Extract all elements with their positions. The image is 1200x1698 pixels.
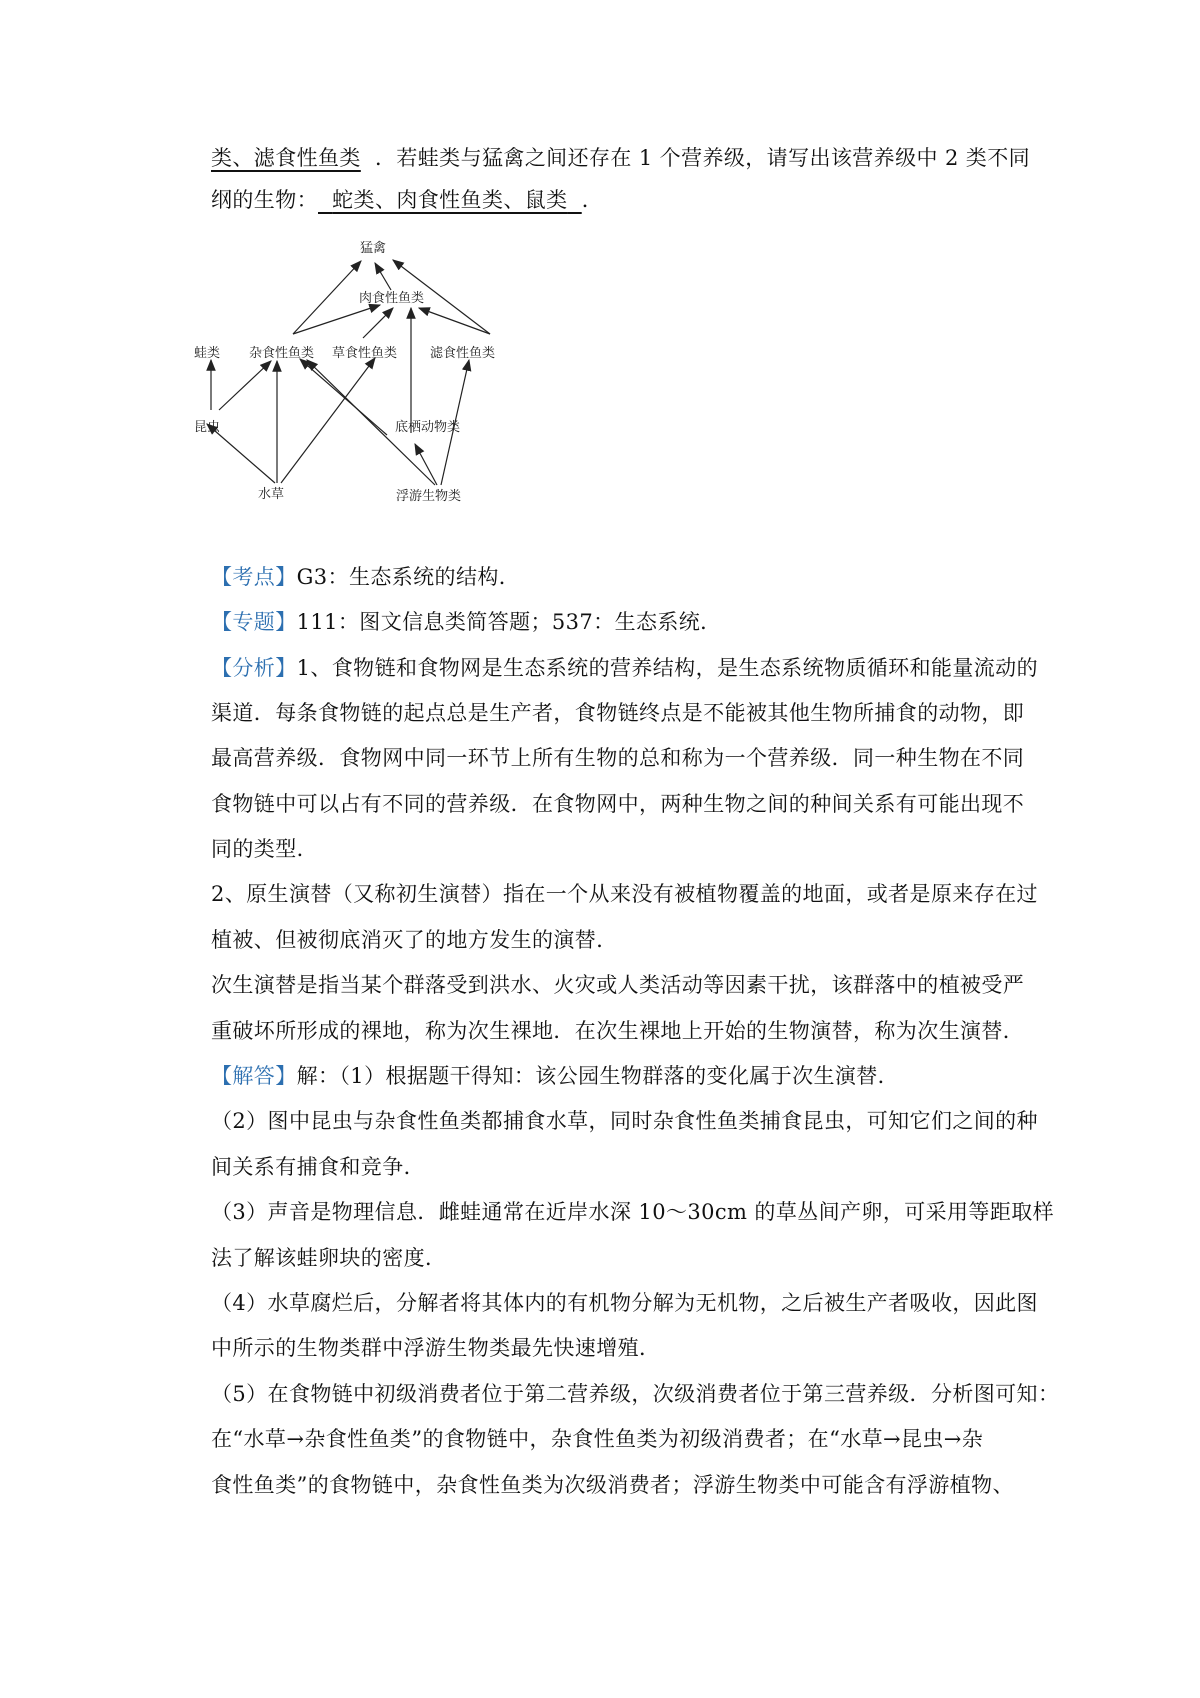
jieda-line: 中所示的生物类群中浮游生物类最先快速增殖．: [211, 1336, 661, 1360]
jieda-line: 法了解该蛙卵块的密度．: [211, 1246, 447, 1270]
jieda-line: 间关系有捕食和竞争．: [211, 1155, 425, 1179]
food-web-diagram: [194, 241, 565, 548]
arrow-herbivorous-to-carnivorous: [363, 308, 393, 338]
answer-line-2-lead: 纲的生物：: [211, 188, 318, 212]
answer-blank-1: 类、滤食性鱼类: [211, 146, 361, 170]
answer-line-2-trail: ．: [581, 188, 604, 212]
fenxi-line: 最高营养级．食物网中同一环节上所有生物的总和称为一个营养级．同一种生物在不同: [211, 746, 1025, 770]
fenxi-line: 2、原生演替（又称初生演替）指在一个从来没有被植物覆盖的地面，或者是原来存在过: [211, 882, 1038, 906]
fenxi-line: 食物链中可以占有不同的营养级．在食物网中，两种生物之间的种间关系有可能出现不: [211, 792, 1025, 816]
kaodian-text: G3：生态系统的结构．: [296, 565, 521, 589]
fenxi-line: 同的类型．: [211, 837, 318, 861]
node-frogs: 蛙类: [194, 346, 221, 361]
kaodian-tag: 【考点】: [211, 565, 297, 589]
arrow-filter-to-carnivorous: [419, 308, 490, 334]
jieda-line: （2）图中昆虫与杂食性鱼类都捕食水草，同时杂食性鱼类捕食昆虫，可知它们之间的种: [211, 1109, 1038, 1133]
fenxi-line: 植被、但被彻底消灭了的地方发生的演替．: [211, 928, 618, 952]
jieda-tag: 【解答】: [211, 1064, 297, 1088]
jieda-line: （5）在食物链中初级消费者位于第二营养级，次级消费者位于第三营养级．分析图可知：: [211, 1382, 1060, 1406]
jieda-text-1: 解：（1）根据题干得知：该公园生物群落的变化属于次生演替．: [296, 1064, 900, 1088]
fenxi-tag: 【分析】: [211, 656, 297, 680]
fenxi-line: 渠道．每条食物链的起点总是生产者，食物链终点是不能被其他生物所捕食的动物，即: [211, 701, 1025, 725]
arrow-waterweed-to-herbivorous: [281, 358, 375, 483]
jieda-line: 食性鱼类”的食物链中，杂食性鱼类为次级消费者；浮游生物类中可能含有浮游植物、: [211, 1473, 1014, 1497]
answer-line-1: [211, 143, 1031, 173]
node-benthos: 底栖动物类: [395, 420, 461, 435]
node-omnivorous-fish: 杂食性鱼类: [249, 346, 315, 361]
jieda-line: （3）声音是物理信息．雌蛙通常在近岸水深 10～30cm 的草丛间产卵，可采用等距取样: [211, 1200, 1055, 1224]
fenxi-line-1: [211, 653, 1038, 683]
answer-line-2: [211, 185, 1031, 215]
zhuanti-tag: 【专题】: [211, 610, 297, 634]
answer-line-1-text: ．若蛙类与猛禽之间还存在 1 个营养级，请写出该营养级中 2 类不同: [374, 146, 1030, 170]
jieda-line: 在“水草→杂食性鱼类”的食物链中，杂食性鱼类为初级消费者；在“水草→昆虫→杂: [211, 1427, 984, 1451]
fenxi-line: 重破坏所形成的裸地，称为次生裸地．在次生裸地上开始的生物演替，称为次生演替．: [211, 1019, 1025, 1043]
node-herbivorous-fish: 草食性鱼类: [332, 346, 398, 361]
arrow-insects-to-omnivorous: [219, 361, 271, 410]
node-raptor: 猛禽: [360, 241, 387, 256]
arrow-carnivorous-to-raptor: [375, 263, 391, 290]
fenxi-line: 次生演替是指当某个群落受到洪水、火灾或人类活动等因素干扰，该群落中的植被受严: [211, 973, 1025, 997]
arrow-plankton-to-benthos: [415, 444, 437, 485]
node-insects: 昆虫: [194, 420, 221, 435]
node-filter-fish: 滤食性鱼类: [430, 346, 496, 361]
jieda-line-1: [211, 1061, 1031, 1091]
zhuanti-text: 111：图文信息类简答题；537：生态系统．: [296, 610, 722, 634]
node-carnivorous-fish: 肉食性鱼类: [359, 291, 425, 306]
jieda-line: （4）水草腐烂后，分解者将其体内的有机物分解为无机物，之后被生产者吸收，因此图: [211, 1291, 1038, 1315]
arrow-benthos-to-omnivorous: [300, 359, 387, 435]
food-web-arrows: [207, 260, 490, 485]
kaodian-line: [211, 562, 1031, 592]
zhuanti-line: [211, 607, 1031, 637]
node-plankton: 浮游生物类: [396, 489, 462, 504]
node-waterweed: 水草: [258, 487, 285, 502]
fenxi-text-1: 1、食物链和食物网是生态系统的营养结构，是生态系统物质循环和能量流动的: [296, 656, 1038, 680]
answer-blank-2: 蛇类、肉食性鱼类、鼠类: [332, 188, 568, 212]
